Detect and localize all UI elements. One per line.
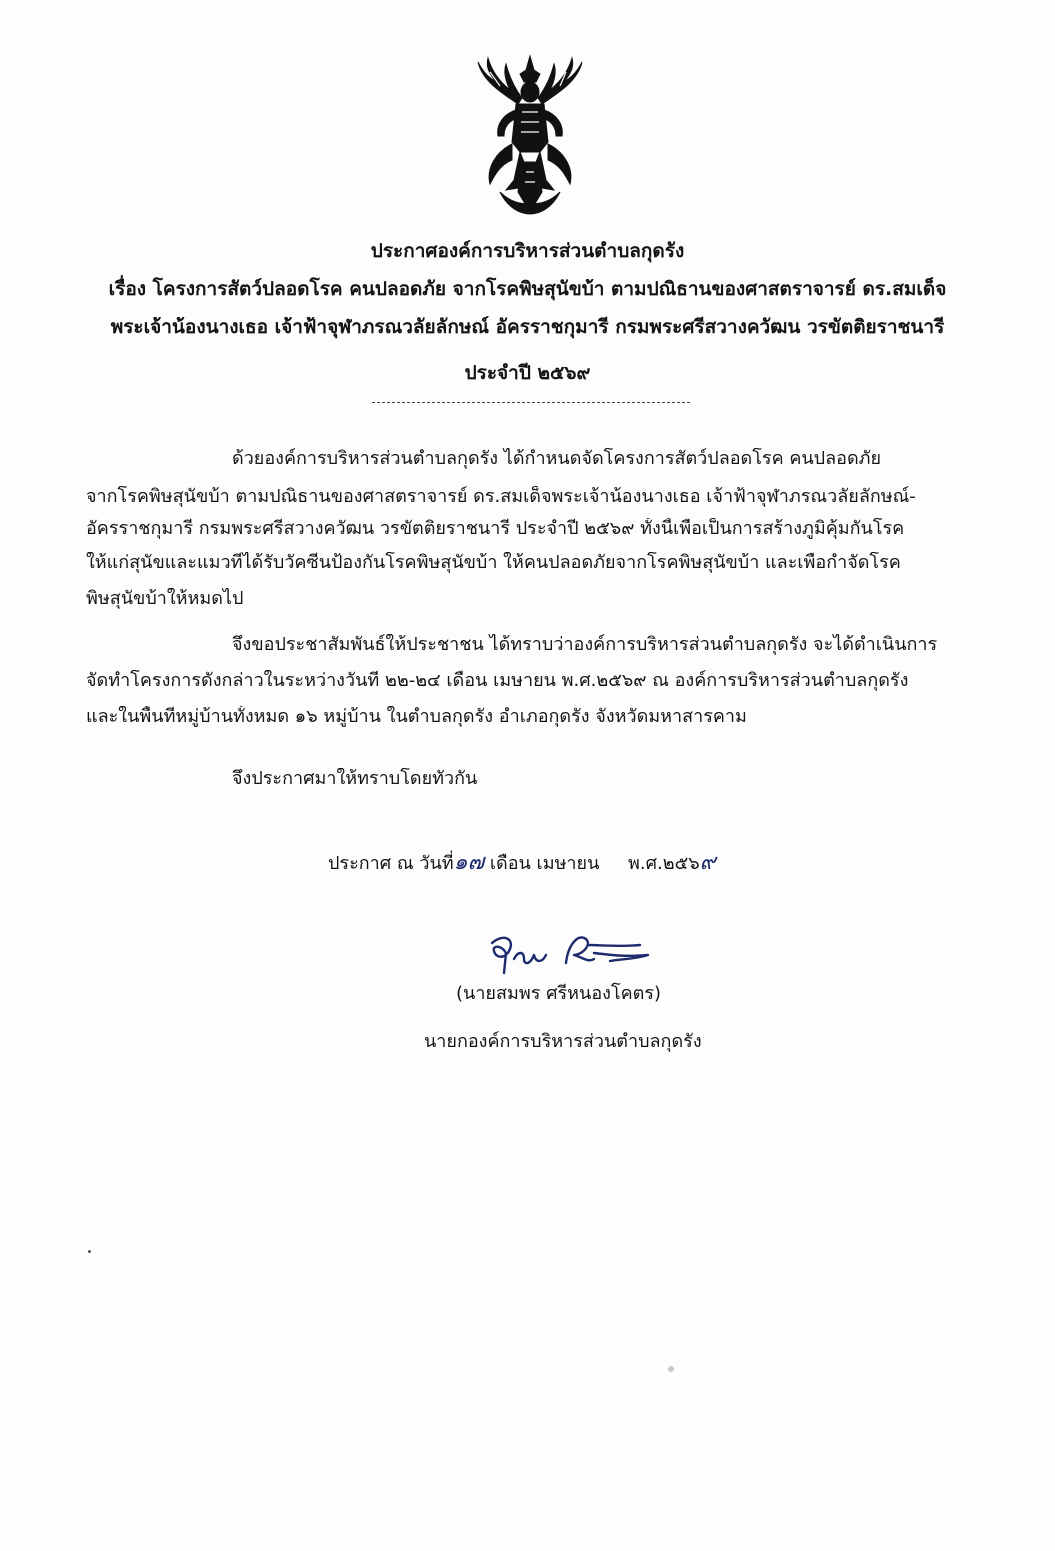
scan-speck [88,1250,91,1253]
garuda-emblem-icon [470,52,590,217]
para1-line: อัครราชกุมารี กรมพระศรีสวางควัฒน วรขัตติยราชนารี ประจำปี ๒๕๖๙ ทั้งนี้เพื่อเป็นการสร้างภูมิคุ้มกันโรค [86,518,905,539]
date-year-prefix: พ.ศ.๒๕๖ [628,853,700,874]
para2-line: จึงขอประชาสัมพันธ์ให้ประชาชน ได้ทราบว่าองค์การบริหารส่วนตำบลกุดรัง จะได้ดำเนินการ [232,634,938,655]
announcement-date [328,844,716,879]
para1-line: ด้วยองค์การบริหารส่วนตำบลกุดรัง ได้กำหนดจัดโครงการสัตว์ปลอดโรค คนปลอดภัย [232,448,882,469]
date-month: เดือน เมษายน [489,853,600,874]
subject-line-2: พระเจ้าน้องนางเธอ เจ้าฟ้าจุฬาภรณวลัยลักษณ์ อัครราชกุมารี กรมพระศรีสวางควัฒน วรขัตติยราชนารี [110,316,945,338]
date-year-handwritten: ๙ [699,850,716,875]
announcement-title: ประกาศองค์การบริหารส่วนตำบลกุดรัง [370,240,685,262]
date-prefix: ประกาศ ณ วันที่ [328,853,454,874]
scan-speck [668,1366,674,1372]
handwritten-signature [470,925,670,980]
subject-line-1: เรื่อง โครงการสัตว์ปลอดโรค คนปลอดภัย จากโรคพิษสุนัขบ้า ตามปณิธานของศาสตราจารย์ ดร.สมเด็จ [108,278,947,300]
para2-line: จัดทำโครงการดังกล่าวในระหว่างวันที่ ๒๒-๒๔ เดือน เมษายน พ.ศ.๒๕๖๙ ณ องค์การบริหารส่วนตำบลกุดรัง [86,670,909,691]
dashed-divider [372,402,690,403]
date-day-handwritten: ๑๗ [453,850,485,875]
signer-name: (นายสมพร ศรีหนองโคตร) [456,983,662,1004]
signer-title: นายกองค์การบริหารส่วนตำบลกุดรัง [424,1031,702,1052]
para1-line: พิษสุนัขบ้าให้หมดไป [86,588,244,609]
para1-line: ให้แก่สุนัขและแมวที่ได้รับวัคซีนป้องกันโรคพิษสุนัขบ้า ให้คนปลอดภัยจากโรคพิษสุนัขบ้า และเพื่อกำจัดโรค [86,552,901,573]
para2-line: และในพื้นที่หมู่บ้านทั้งหมด ๑๖ หมู่บ้าน ในตำบลกุดรัง อำเภอกุดรัง จังหวัดมหาสารคาม [86,706,747,727]
closing-line: จึงประกาศมาให้ทราบโดยทั่วกัน [232,768,478,789]
fiscal-year: ประจำปี ๒๕๖๙ [464,362,591,384]
para1-line: จากโรคพิษสุนัขบ้า ตามปณิธานของศาสตราจารย์ ดร.สมเด็จพระเจ้าน้องนางเธอ เจ้าฟ้าจุฬาภรณวลัยลักษณ์- [86,486,916,507]
